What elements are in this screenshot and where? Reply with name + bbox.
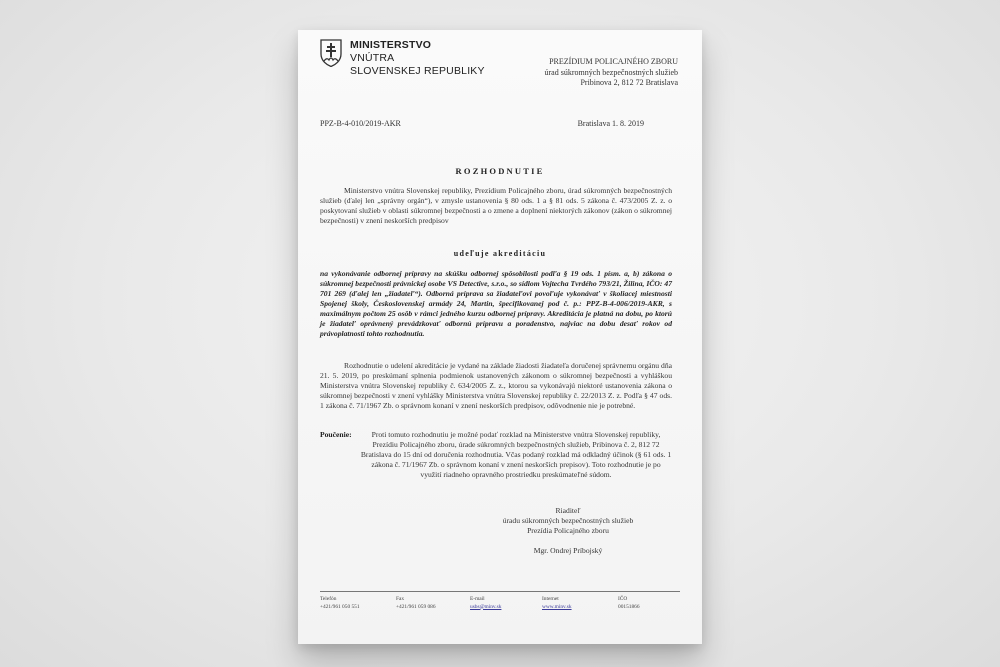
issuer-line-1: PREZÍDIUM POLICAJNÉHO ZBORU xyxy=(549,57,678,66)
signature-body: Prezídia Policajného zboru xyxy=(527,526,609,535)
ico-value: 00151866 xyxy=(618,603,640,610)
website-link[interactable]: www.minv.sk xyxy=(542,603,572,610)
signature-office: úradu súkromných bezpečnostných služieb xyxy=(502,516,634,525)
fax-value: +421/961 059 086 xyxy=(396,603,436,610)
intro-paragraph: Ministerstvo vnútra Slovenskej republiky, Prezídium Policajného zboru, úrad súkromných bezpečnostných služieb (ďalej len „správny orgán“), v zmysle ustanovenia § 80 ods. 1 a § 81 ods. 5 zákona č. 473/2005 Z. z. o poskytovaní služieb v oblasti súkromnej bezpečnosti a o zmene a doplnení niektorých zákonov (zákon o súkromnej bezpečnosti) v znení neskorších predpisov xyxy=(320,186,672,225)
footer-divider xyxy=(320,591,680,592)
fax-label: Fax xyxy=(396,596,405,602)
document-title: ROZHODNUTIE xyxy=(455,166,545,176)
instruction-text: Proti tomuto rozhodnutiu je možné podať rozklad na Ministerstve vnútra Slovenskej republiky, Prezídiu Policajného zboru, úrade súkromných bezpečnostných služieb, Pribinova č. 2, 812 72 Bratislava do 15 dní od doručenia rozhodnutia. Včas podaný rozklad má odkladný účinok (§ 61 ods. 1 zákona č. 71/1967 Zb. o správnom konaní v znení neskorších prepisov). Toto rozhodnutie je po využití riadneho opravného prostriedku preskúmateľné súdom. xyxy=(360,430,672,479)
footer-phone xyxy=(320,596,360,611)
reference-number: PPZ-B-4-010/2019-AKR xyxy=(320,119,401,128)
footer-fax xyxy=(396,596,436,611)
signer-name: Mgr. Ondrej Príbojský xyxy=(533,546,603,555)
ministry-line-2: VNÚTRA xyxy=(350,52,395,64)
issuer-line-2: úrad súkromných bezpečnostných služieb xyxy=(544,67,678,77)
internet-label: Internet xyxy=(542,596,559,602)
signature-block xyxy=(478,506,658,536)
grant-statement: udeľuje akreditáciu xyxy=(453,249,547,258)
phone-value: +421/961 050 551 xyxy=(320,603,360,610)
justification-paragraph: Rozhodnutie o udelení akreditácie je vydané na základe žiadosti žiadateľa doručenej správnemu orgánu dňa 21. 5. 2019, po preskúmaní splnenia podmienok ustanovených zákonom o súkromnej bezpečnosti a vyhláškou Ministerstva vnútra Slovenskej republiky č. 634/2005 Z. z., ktorou sa vykonávajú niektoré ustanovenia zákona o súkromnej bezpečnosti v znení vyhlášky Ministerstva vnútra Slovenskej republiky č. 22/2013 Z. z. Podľa § 47 ods. 1 zákona č. 71/1967 Zb. o správnom konaní v znení neskorších predpisov, odôvodnenie nie je potrebné. xyxy=(320,361,672,410)
instruction-label: Poučenie: xyxy=(320,430,352,439)
issuer-line-3: Pribinova 2, 812 72 Bratislava xyxy=(580,78,678,87)
issuer-address xyxy=(544,57,678,89)
email-label: E-mail xyxy=(470,596,485,602)
document-date: Bratislava 1. 8. 2019 xyxy=(577,119,644,128)
document-page xyxy=(298,30,702,644)
footer-ico xyxy=(618,596,640,611)
footer-internet xyxy=(542,596,572,611)
email-link[interactable]: usbs@minv.sk xyxy=(470,603,502,610)
phone-label: Telefón xyxy=(320,596,337,602)
ministry-line-3: SLOVENSKEJ REPUBLIKY xyxy=(350,65,485,77)
ico-label: IČO xyxy=(618,596,628,602)
ministry-name xyxy=(350,39,485,78)
footer-email xyxy=(470,596,501,611)
signature-title: Riaditeľ xyxy=(555,506,581,515)
decision-paragraph: na vykonávanie odbornej prípravy na skúšku odbornej spôsobilosti podľa § 19 ods. 1 písm. a, b) zákona o súkromnej bezpečnosti právnickej osobe VS Detective, s.r.o., so sídlom Vojtecha Tvrdého 793/21, Žilina, IČO: 47 701 269 (ďalej len „žiadateľ“). Odborná príprava sa žiadateľovi povoľuje vykonávať v školiacej miestnosti Spojenej školy, Československej armády 24, Martin, špecifikovanej pod č. p.: PPZ-B-4-006/2019-AKR, s maximálnym počtom 25 osôb v rámci jedného kurzu odbornej prípravy. Akreditácia je platná na dobu, po ktorú je žiadateľ oprávnený prevádzkovať odbornú prípravu a poradenstvo, najviac na dobu desať rokov od právoplatnosti tohto rozhodnutia. xyxy=(320,269,672,338)
ministry-line-1: MINISTERSTVO xyxy=(350,39,432,51)
coat-of-arms-icon xyxy=(320,39,342,67)
